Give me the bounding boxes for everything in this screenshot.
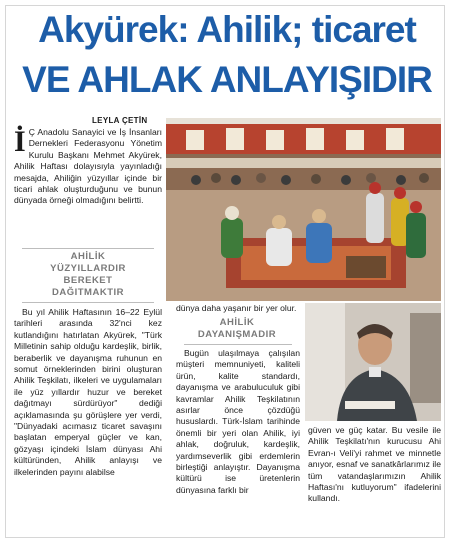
column-1-text: Bu yıl Ahilik Haftasının 16–22 Eylül tarihleri arasında 32'nci kez kutlandığını hatırlatan Akyürek, "Türk Milletinin sahip olduğu kardeşlik, birlik, beraberlik ve dayanışma ruhunun en somut örneklerinden birini oluşturan Ahilik Teşkilatı, ilkeleri ve uygulamaları ile yüz yıllardır huzur ve bereket dağıtmayı sürdürüyor" dediği açıklamasında şu görüşlere yer verdi, "Dünyadaki acımasız ticaret savaşını başlatan emperyal güçler ve kan, gözyaşı içindeki İslam dünyası Ahi kültüründen, Ahilik anlayışı ve ilkelerinden payını alabilse bbox=[14, 307, 162, 477]
byline: LEYLA ÇETİN bbox=[92, 116, 148, 125]
subhead-line: AHİLİK bbox=[70, 251, 106, 262]
ceremony-photo bbox=[166, 118, 441, 301]
headline-line-1: Akyürek: Ahilik; ticaret bbox=[38, 9, 416, 50]
subhead-ahilik-bereket bbox=[14, 251, 162, 299]
column-2-text: Bugün ulaşılmaya çalışılan müşteri memnuniyeti, kaliteli ürün, kalite standardı, dayanışma ve arabuluculuk gibi kavramlar Ahilik Teşkilatının asırlar önce çözdüğü hususlardı. Türk-İslam tarihinde önemli bir yeri olan Ahilik, iyi ahlak, doğruluk, kardeşlik, yardımseverlik gibi erdemlerin birleştiği anlayıştır. Dayanışma kültürü ise üretenlerin dünyasına farklı bir bbox=[176, 348, 300, 495]
portrait-illustration bbox=[305, 303, 441, 421]
subhead-rule bbox=[22, 248, 154, 249]
subhead-line: DAĞITMAKTIR bbox=[52, 287, 124, 298]
subhead-line: BEREKET bbox=[63, 275, 113, 286]
subhead-line: YÜZYILLARDIR bbox=[50, 263, 126, 274]
intro-text: Ç Anadolu Sanayici ve İş İnsanları Dernekleri Federasyonu Yönetim Kurulu Başkanı Mehmet Akyürek, Ahilik Haftası dolayısıyla yayınladığı mesajda, Ahiliğin yüzyıllar içinde bir ticari ahlak oluşturduğunu ve bunun dünyada örneği olmadığını belirtti. bbox=[14, 127, 162, 206]
subhead-ahilik-dayanisma bbox=[176, 317, 298, 341]
column-3-text: güven ve güç katar. Bu vesile ile Ahilik Teşkilatı'nın kurucusu Ahi Evran-ı Veli'yi rahmet ve minnetle anıyor, esnaf ve sanatkârlarımız ile tüm vatandaşlarımızın Ahilik Haftası'nı kutluyorum" ifadelerini kullandı. bbox=[308, 425, 441, 504]
drop-cap: İ bbox=[14, 125, 26, 158]
column-2-top-line: dünya daha yaşanır bir yer olur. bbox=[176, 303, 297, 313]
subhead-line: AHİLİK bbox=[219, 317, 255, 328]
headline-line-2: VE AHLAK ANLAYIŞIDIR bbox=[22, 59, 432, 100]
portrait-photo bbox=[305, 303, 441, 421]
subhead-rule bbox=[22, 302, 154, 303]
intro-paragraph bbox=[14, 127, 162, 207]
subhead-line: DAYANIŞMADIR bbox=[197, 329, 277, 340]
subhead-rule bbox=[184, 344, 292, 345]
ceremony-illustration bbox=[166, 118, 441, 301]
